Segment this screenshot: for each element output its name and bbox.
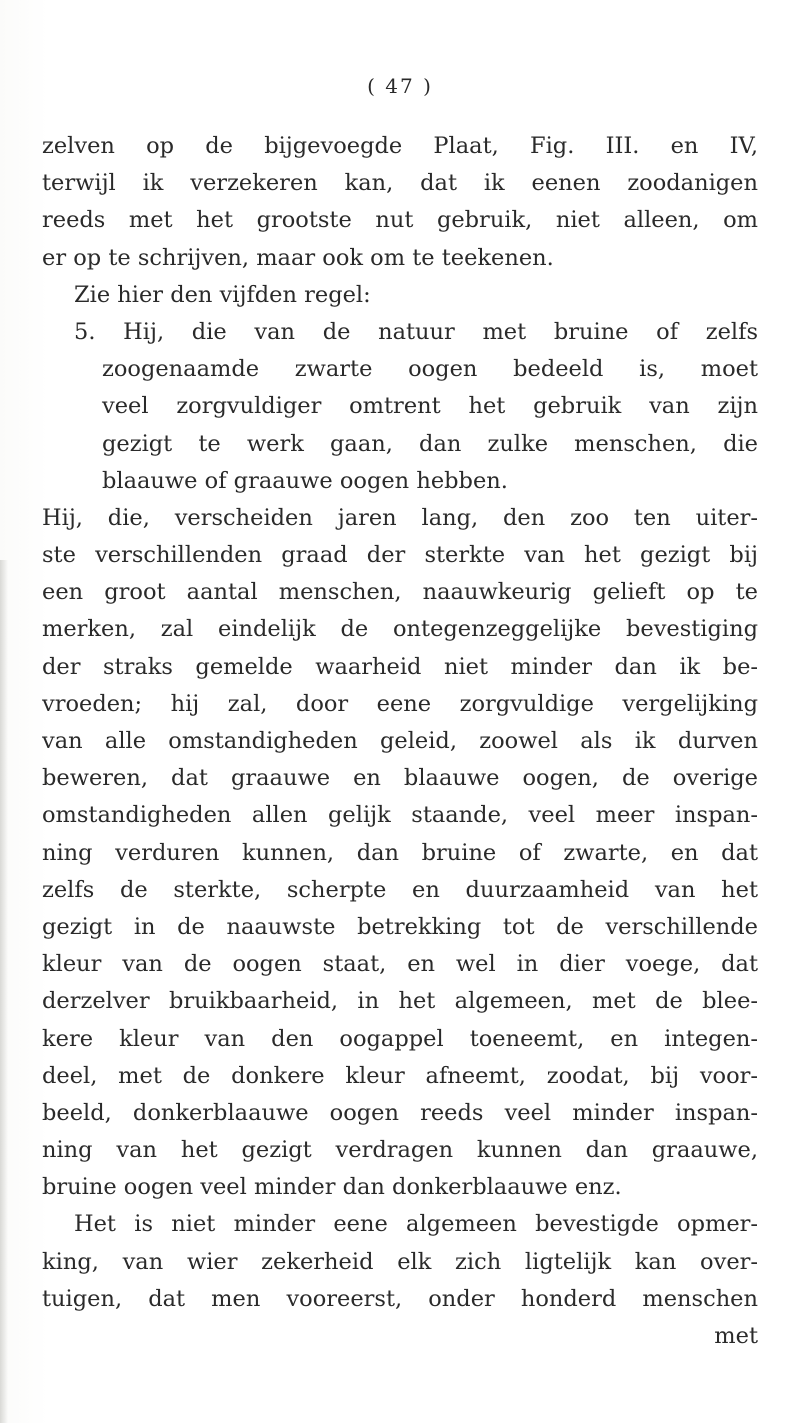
- text-line: kleur van de oogen staat, en wel in dier voege, dat: [42, 951, 758, 978]
- text-line: beeld, donkerblaauwe oogen reeds veel minder inspan-: [42, 1099, 758, 1126]
- text-line: tuigen, dat men vooreerst, onder honderd menschen: [42, 1285, 758, 1312]
- text-line: er op te schrijven, maar ook om te teekenen.: [42, 244, 554, 271]
- text-line: der straks gemelde waarheid niet minder dan ik be-: [42, 653, 758, 680]
- text-line: king, van wier zekerheid elk zich ligtelijk kan over-: [42, 1248, 758, 1275]
- text-line: deel, met de donkere kleur afneemt, zoodat, bij voor-: [42, 1062, 758, 1089]
- rule-5-line: gezigt te werk gaan, dan zulke menschen, die: [102, 430, 758, 457]
- text-line: Hij, die, verscheiden jaren lang, den zoo ten uiter-: [42, 504, 758, 531]
- text-line: bruine oogen veel minder dan donkerblaauwe enz.: [42, 1174, 622, 1201]
- text-line: beweren, dat graauwe en blaauwe oogen, de overige: [42, 765, 758, 792]
- text-line: een groot aantal menschen, naauwkeurig gelieft op te: [42, 579, 758, 606]
- text-line: kere kleur van den oogappel toeneemt, en integen-: [42, 1025, 758, 1052]
- text-line: ste verschillenden graad der sterkte van het gezigt bij: [42, 542, 758, 569]
- text-line: ning van het gezigt verdragen kunnen dan graauwe,: [42, 1137, 758, 1164]
- binding-shadow: [0, 560, 8, 1423]
- text-line: zelfs de sterkte, scherpte en duurzaamheid van het: [42, 876, 758, 903]
- text-line: derzelver bruikbaarheid, in het algemeen, met de blee-: [42, 988, 758, 1015]
- text-line: reeds met het grootste nut gebruik, niet alleen, om: [42, 207, 758, 234]
- text-line: merken, zal eindelijk de ontegenzeggelijke bevestiging: [42, 616, 758, 643]
- text-line: ning verduren kunnen, dan bruine of zwarte, en dat: [42, 839, 758, 866]
- text-line: gezigt in de naauwste betrekking tot de verschillende: [42, 913, 758, 940]
- catchword: met: [714, 1323, 758, 1349]
- text-line: omstandigheden allen gelijk staande, veel meer inspan-: [42, 802, 758, 829]
- text-line: terwijl ik verzekeren kan, dat ik eenen zoodanigen: [42, 170, 758, 197]
- text-line: zelven op de bijgevoegde Plaat, Fig. III. en IV,: [42, 133, 758, 159]
- rule-5-line: zoogenaamde zwarte oogen bedeeld is, moet: [102, 356, 758, 383]
- text-line: van alle omstandigheden geleid, zoowel als ik durven: [42, 728, 758, 754]
- rule-5-line: blaauwe of graauwe oogen hebben.: [102, 467, 508, 494]
- text-line: vroeden; hij zal, door eene zorgvuldige vergelijking: [42, 690, 758, 717]
- text-line: Het is niet minder eene algemeen bevestigde opmer-: [74, 1211, 758, 1238]
- text-line: Zie hier den vijfden regel:: [74, 281, 371, 308]
- page-number: ( 47 ): [367, 74, 433, 98]
- body-text: [42, 128, 758, 1355]
- rule-5-line: veel zorgvuldiger omtrent het gebruik van zijn: [102, 393, 758, 420]
- rule-5-line: 5. Hij, die van de natuur met bruine of zelfs: [74, 318, 758, 345]
